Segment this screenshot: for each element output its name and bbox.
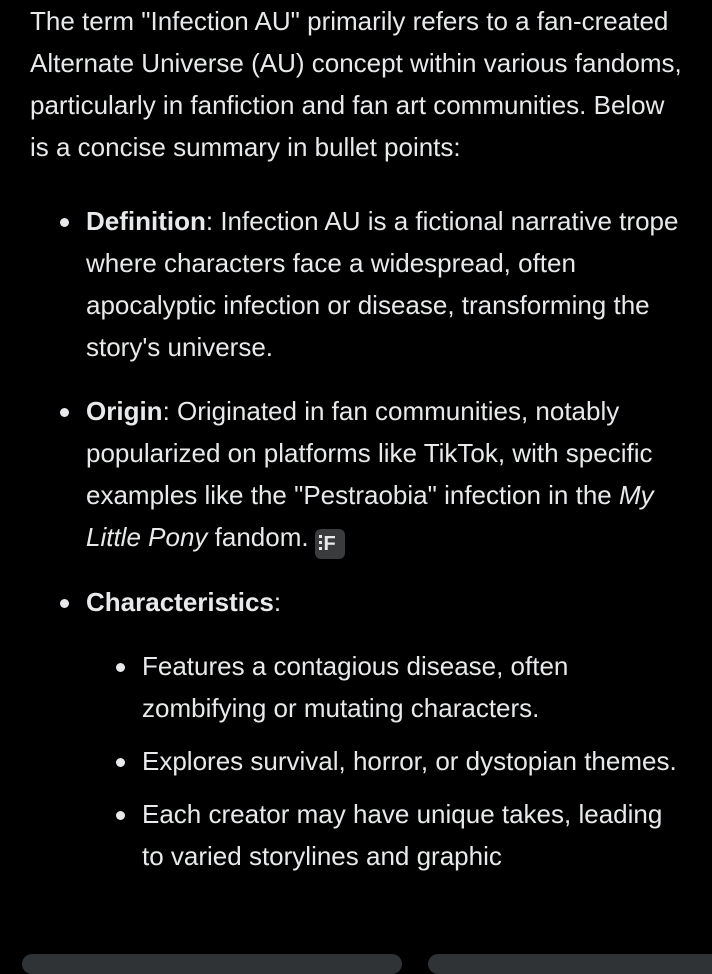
term-definition: Definition — [86, 206, 206, 236]
characteristics-colon: : — [273, 587, 282, 617]
origin-text-end: fandom. — [207, 522, 309, 552]
list-item-characteristics — [30, 581, 690, 877]
list-item-definition — [30, 200, 690, 368]
origin-italic-title: My Little Pony — [86, 480, 654, 552]
definition-text: : Infection AU is a fictional narrative trope where characters face a widespread, often apocalyptic infection or disease, transforming the story's universe. — [86, 206, 679, 362]
sub-list-item: Explores survival, horror, or dystopian themes. — [86, 740, 690, 782]
term-characteristics: Characteristics — [86, 587, 274, 617]
list-item-origin — [30, 390, 690, 559]
response-content — [30, 0, 690, 899]
term-origin: Origin — [86, 396, 163, 426]
sub-list-item: Features a contagious disease, often zombifying or mutating characters. — [86, 645, 690, 729]
bullet-list — [30, 200, 690, 877]
bottom-action-bar-right[interactable] — [428, 954, 712, 974]
characteristics-sublist — [86, 645, 690, 877]
sub-list-item: Each creator may have unique takes, leading to varied storylines and graphic — [86, 793, 690, 877]
intro-paragraph: The term "Infection AU" primarily refers to a fan-created Alternate Universe (AU) concept within various fandoms, particularly in fanfiction and fan art communities. Below is a concise summary in bullet points: — [30, 6, 682, 162]
citation-icon[interactable]: F — [315, 529, 345, 559]
bottom-action-bar-left[interactable] — [22, 954, 402, 974]
origin-text: : Originated in fan communities, notably popularized on platforms like TikTok, with specific examples like the "Pestraobia" infection in the — [86, 396, 653, 510]
